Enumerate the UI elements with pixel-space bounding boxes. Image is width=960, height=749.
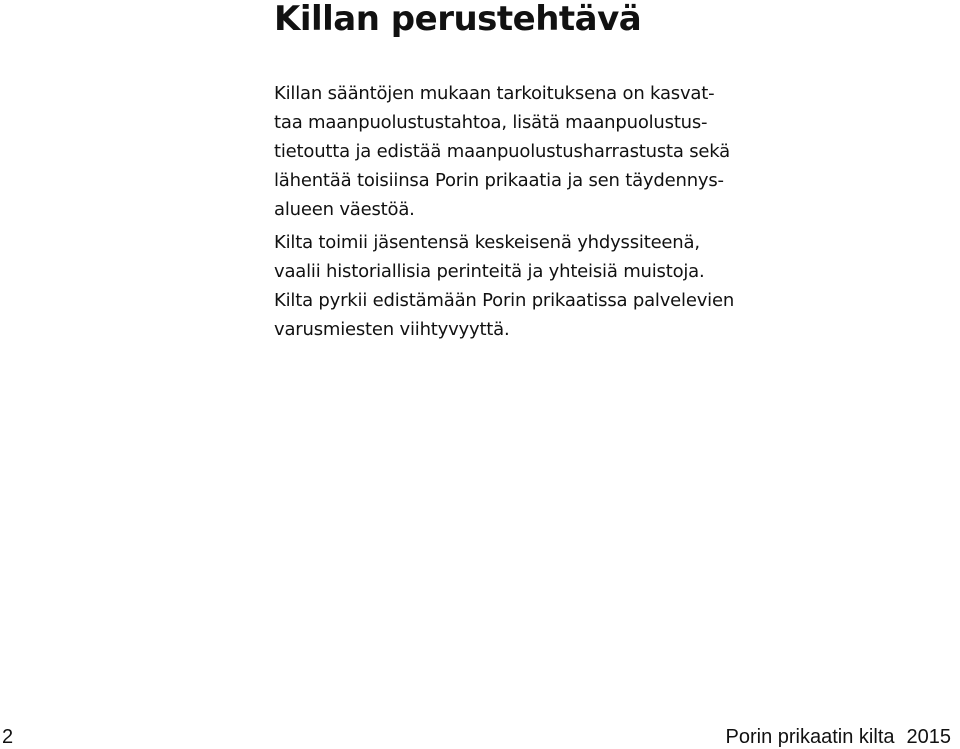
paragraph-purpose [274,79,794,224]
text-line: lähentää toisiinsa Porin prikaatia ja sen täydennys- [274,170,724,191]
text-line: alueen väestöä. [274,199,415,220]
text-line: Kilta toimii jäsentensä keskeisenä yhdyssiteenä, [274,232,700,253]
page-title: Killan perustehtävä [274,0,642,39]
text-line: taa maanpuolustustahtoa, lisätä maanpuolustus- [274,112,708,133]
footer-publication [726,725,951,749]
footer-page-number: 2 [2,726,14,748]
body-text [274,79,794,344]
text-line: Killan sääntöjen mukaan tarkoituksena on kasvat- [274,83,715,104]
text-line: Kilta pyrkii edistämään Porin prikaatissa palvelevien [274,290,735,311]
paragraph-activities [274,228,794,344]
text-line: varusmiesten viihtyvyyttä. [274,319,510,340]
publication-year: 2015 [906,726,951,748]
publication-name: Porin prikaatin kilta [725,726,895,748]
text-line: vaalii historiallisia perinteitä ja yhteisiä muistoja. [274,261,705,282]
text-line: tietoutta ja edistää maanpuolustusharrastusta sekä [274,141,731,162]
